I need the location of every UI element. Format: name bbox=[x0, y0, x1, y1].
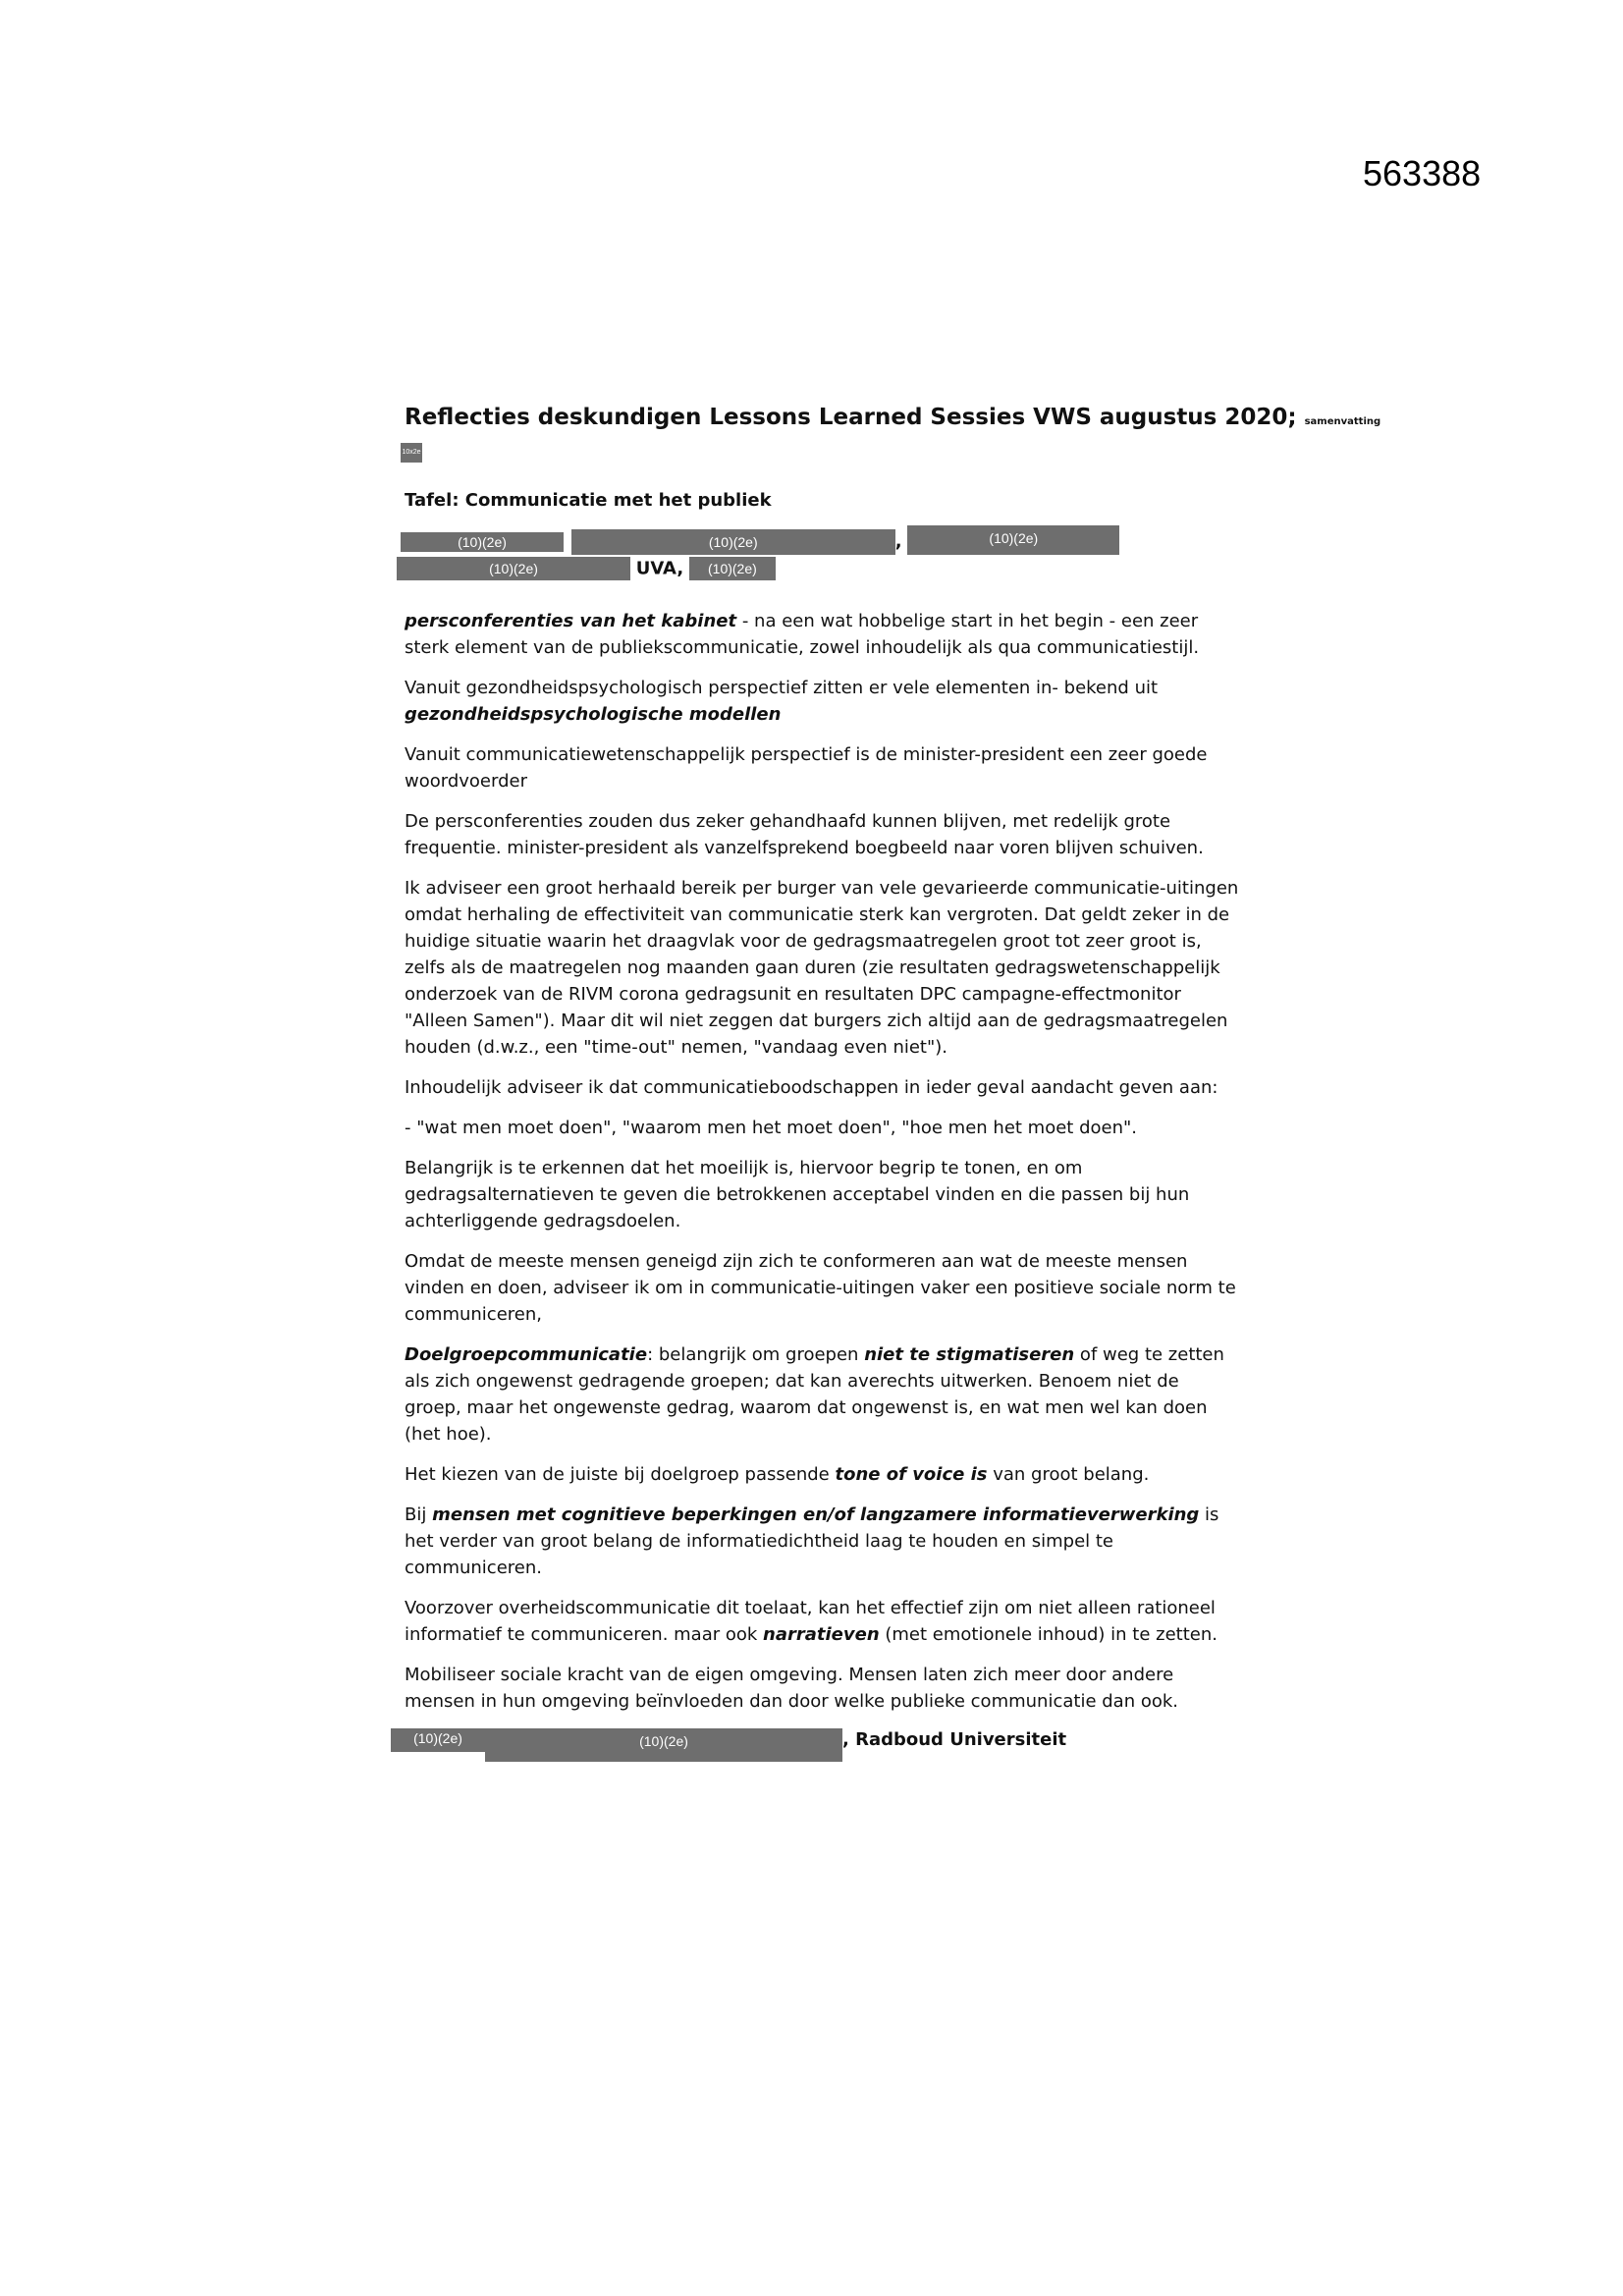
title-redaction-row bbox=[401, 439, 1239, 465]
title-main: Reflecties deskundigen Lessons Learned Sessies VWS augustus 2020; bbox=[405, 405, 1297, 430]
paragraph-5: Ik adviseer een groot herhaald bereik per burger van vele gevarieerde communicatie-uitingen omdat herhaling de effectiviteit van communicatie sterk kan vergroten. Dat geldt zeker in de huidige situatie waarin het draagvlak voor de gedragsmaatregelen groot tot zeer groot is, zelfs als de maatregelen nog maanden gaan duren (zie resultaten gedragswetenschappelijk onderzoek van de RIVM corona gedragsunit en resultaten DPC campagne-effectmonitor "Alleen Samen"). Maar dit wil niet zeggen dat burgers zich altijd aan de gedragsmaatregelen houden (d.w.z., een "time-out" nemen, "vandaag even niet"). bbox=[405, 878, 1239, 1058]
redaction-block: (10)(2e) bbox=[907, 525, 1119, 555]
redaction-block: (10)(2e) bbox=[401, 532, 564, 552]
authors-line-2 bbox=[397, 555, 1239, 588]
paragraph-7: - "wat men moet doen", "waarom men het moet doen", "hoe men het moet doen". bbox=[405, 1118, 1138, 1138]
signature-line bbox=[391, 1728, 1239, 1762]
paragraph-8: Belangrijk is te erkennen dat het moeilijk is, hiervoor begrip te tonen, en om gedragsalternatieven te geven die betrokkenen acceptabel vinden en die passen bij hun achterliggende gedragsdoelen. bbox=[405, 1158, 1190, 1231]
signature-affiliation: , Radboud Universiteit bbox=[842, 1729, 1067, 1750]
redaction-block: (10)(2e) bbox=[397, 557, 630, 580]
redaction-block: (10)(2e) bbox=[485, 1728, 842, 1762]
authors-line-1 bbox=[401, 525, 1239, 559]
authors-separator: , bbox=[894, 531, 902, 552]
redaction-block: (10)(2e) bbox=[689, 557, 776, 580]
document-title bbox=[405, 403, 1381, 437]
paragraph-12: Bij mensen met cognitieve beperkingen en/of langzamere informatieverwerking is het verder van groot belang de informatiedichtheid laag te houden en simpel te communiceren. bbox=[405, 1504, 1219, 1578]
table-label: Tafel: Communicatie met het publiek bbox=[405, 490, 772, 511]
paragraph-10: Doelgroepcommunicatie: belangrijk om groepen niet te stigmatiseren of weg te zetten als zich ongewenst gedragende groepen; dat kan averechts uitwerken. Benoem niet de groep, maar het ongewenste gedrag, waarom dat ongewenst is, en wat men wel kan doen (het hoe). bbox=[405, 1344, 1224, 1445]
paragraph-4: De persconferenties zouden dus zeker gehandhaafd kunnen blijven, met redelijk grote frequentie. minister-president als vanzelfsprekend boegbeeld naar voren blijven schuiven. bbox=[405, 811, 1204, 858]
redaction-block: (10)(2e) bbox=[391, 1728, 485, 1752]
redaction-block: (10)(2e) bbox=[571, 529, 895, 555]
affiliation-uva: UVA, bbox=[635, 558, 684, 579]
paragraph-3: Vanuit communicatiewetenschappelijk perspectief is de minister-president een zeer goede woordvoerder bbox=[405, 744, 1208, 792]
paragraph-1: persconferenties van het kabinet - na een wat hobbelige start in het begin - een zeer sterk element van de publiekscommunicatie, zowel inhoudelijk als qua communicatiestijl. bbox=[405, 611, 1200, 658]
paragraph-9: Omdat de meeste mensen geneigd zijn zich te conformeren aan wat de meeste mensen vinden en doen, adviseer ik om in communicatie-uitingen vaker een positieve sociale norm te communiceren, bbox=[405, 1251, 1236, 1325]
paragraph-6: Inhoudelijk adviseer ik dat communicatieboodschappen in ieder geval aandacht geven aan: bbox=[405, 1077, 1218, 1098]
document-body bbox=[402, 403, 1381, 1762]
title-subtitle: samenvatting bbox=[1304, 416, 1381, 427]
redaction-block: 10x2e bbox=[401, 443, 422, 463]
paragraph-11: Het kiezen van de juiste bij doelgroep passende tone of voice is van groot belang. bbox=[405, 1464, 1150, 1485]
paragraph-2: Vanuit gezondheidspsychologisch perspectief zitten er vele elementen in- bekend uit gezondheidspsychologische modellen bbox=[405, 678, 1159, 725]
paragraph-13: Voorzover overheidscommunicatie dit toelaat, kan het effectief zijn om niet alleen rationeel informatief te communiceren. maar ook narratieven (met emotionele inhoud) in te zetten. bbox=[405, 1598, 1217, 1645]
paragraph-14: Mobiliseer sociale kracht van de eigen omgeving. Mensen laten zich meer door andere mensen in hun omgeving beïnvloeden dan door welke publieke communicatie dan ook. bbox=[405, 1665, 1178, 1712]
document-number: 563388 bbox=[1363, 153, 1482, 193]
